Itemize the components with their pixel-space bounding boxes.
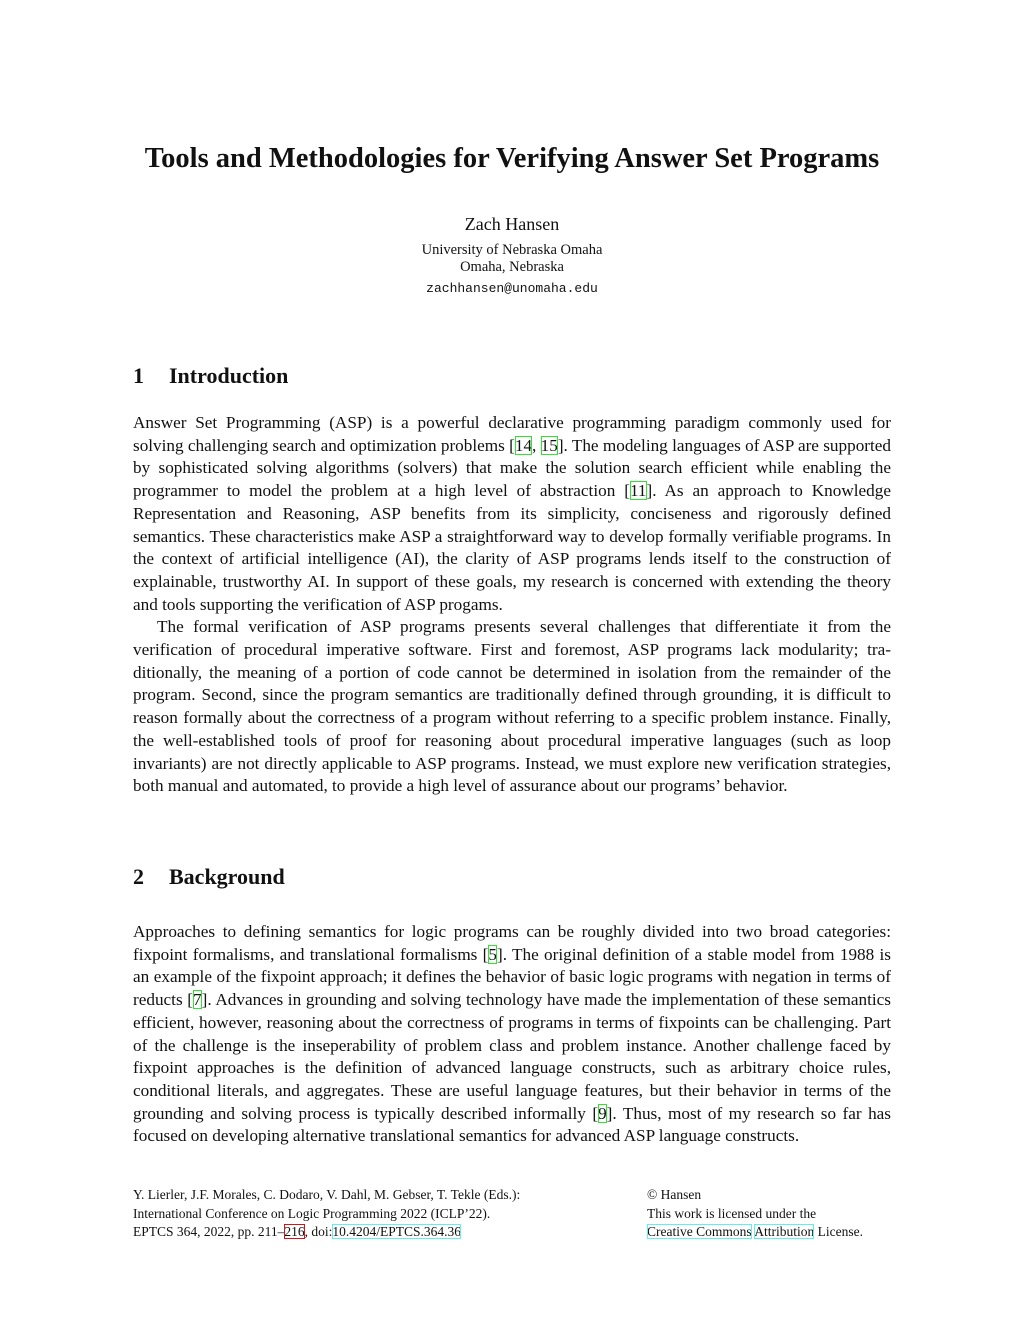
author-affiliation: University of Nebraska Omaha [421, 242, 603, 258]
paragraph-text: ]. As an approach to Knowledge Representation and Reasoning, ASP benefits from its simplicity, conciseness and rigorously defined semantics. These characteristics make ASP a straightforward way to develop formally verifiable programs. In the context of artificial intelligence (AI), the clarity of ASP programs lends itself to the construction of explainable, trustworthy AI. In support of these goals, my research is concerned with extending the theory and tools supporting the verification of ASP progams. [133, 481, 891, 614]
section-number: 2 [133, 864, 144, 889]
background-body [133, 921, 891, 1148]
citation-link[interactable]: 5 [488, 944, 497, 964]
attribution-link[interactable]: Attribution [754, 1224, 815, 1239]
paragraph-text: , [532, 435, 541, 455]
license-link-line [647, 1223, 863, 1242]
citation-link[interactable]: 14 [514, 435, 533, 455]
section-heading-introduction [133, 363, 288, 389]
section-heading-background [133, 864, 285, 890]
author-name: Zach Hansen [464, 214, 560, 234]
publication-line [133, 1223, 520, 1242]
license-line: This work is licensed under the [647, 1205, 817, 1221]
paragraph-text: Approaches to defining semantics for logic programs can be roughly divided into two broad categories: fixpoint formalisms, and translational formalisms [ [133, 922, 891, 964]
citation-link[interactable]: 15 [540, 435, 558, 455]
license-info [647, 1186, 863, 1242]
paragraph-text: ]. The original definition of a stable model from 1988 is an example of the fixpoint approach; it defines the behavior of basic logic programs with negation in terms of reducts [ [133, 944, 891, 1010]
paragraph [133, 616, 891, 798]
author-email: zachhansen@unomaha.edu [426, 281, 598, 296]
doi-label: , doi: [304, 1224, 333, 1239]
last-page-link[interactable]: 216 [284, 1224, 305, 1239]
paragraph-text: ]. Advances in grounding and solving technology have made the implementation of these semantics efficient, however, reasoning about the correctness of programs in terms of fixpoints can be challenging. Part of the challenge is the inseperability of problem class and problem instance. Another challenge faced by fixpoint approaches is the definition of advanced language constructs, such as arbitrary choice rules, conditional literals, and aggregates. These are useful language features, but their behavior in terms of the grounding and solving process is typically described informally [ [133, 990, 891, 1123]
paragraph-text: ]. Thus, most of my research so far has focused on developing alternative translational semantics for advanced ASP language constructs. [133, 1103, 891, 1146]
paper-title: Tools and Methodologies for Verifying Answer Set Programs [144, 143, 880, 174]
conference: International Conference on Logic Programming 2022 (ICLP’22). [133, 1205, 491, 1221]
citation-link[interactable]: 11 [629, 481, 647, 501]
editors: Y. Lierler, J.F. Morales, C. Dodaro, V. Dahl, M. Gebser, T. Tekle (Eds.): [133, 1187, 521, 1202]
introduction-body [133, 412, 891, 798]
license-suffix: License. [814, 1224, 863, 1239]
author-location: Omaha, Nebraska [460, 259, 564, 275]
paragraph-text: The formal verification of ASP programs presents several challenges that differentiate it from the verification of procedural imperative software. First and foremost, ASP programs lack modularity; traditionally, the meaning of a portion of code cannot be determined in isolation from the remainder of the program. Second, since the program semantics are traditionally defined through grounding, it is difficult to reason formally about the correctness of a program without referring to a specific problem instance. Finally, the well-established tools of proof for reasoning about procedural imperative languages (such as loop invariants) are not directly applicable to ASP programs. Instead, we must explore new verification strategies, both manual and automated, to provide a high level of assurance about our programs’ behavior. [133, 617, 891, 796]
publication-info [133, 1186, 520, 1242]
section-title: Introduction [169, 363, 289, 388]
paragraph-text: ]. The modeling languages of ASP are supported by sophisticated solving algorithms (solvers) that make the solution search efficient while enabling the programmer to model the problem at a high level of abstraction [ [133, 435, 892, 501]
paragraph [133, 412, 891, 616]
section-title: Background [169, 864, 285, 889]
pages-text: EPTCS 364, 2022, pp. 211– [133, 1224, 285, 1239]
citation-link[interactable]: 9 [598, 1103, 607, 1123]
doi-link[interactable]: 10.4204/EPTCS.364.36 [332, 1224, 462, 1239]
creative-commons-link[interactable]: Creative Commons [647, 1224, 752, 1239]
section-number: 1 [133, 363, 144, 388]
copyright: © Hansen [647, 1187, 702, 1202]
paragraph [133, 921, 891, 1148]
paragraph-text: Answer Set Programming (ASP) is a powerful declarative programming paradigm commonly used for solving challenging search and optimization problems [ [133, 413, 891, 455]
citation-link[interactable]: 7 [193, 990, 202, 1010]
